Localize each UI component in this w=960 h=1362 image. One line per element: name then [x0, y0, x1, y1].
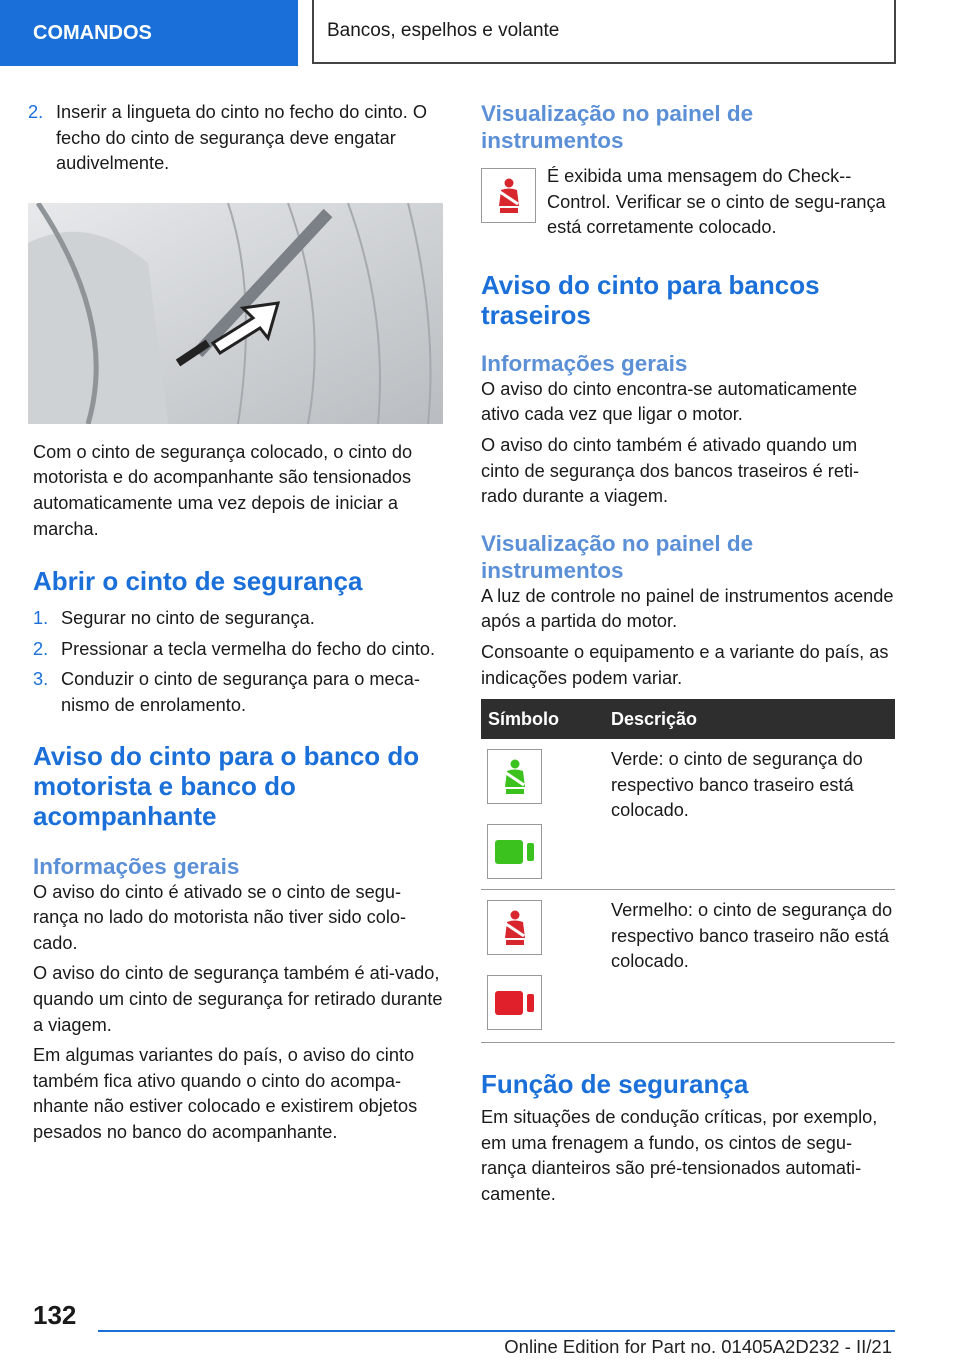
- check-control-note: [481, 168, 895, 246]
- table-header-row: [481, 699, 895, 739]
- seatbelt-photo-illustration: [28, 203, 443, 424]
- section-label: COMANDOS: [33, 21, 152, 44]
- section-tab: [0, 0, 298, 66]
- open-step-2: [33, 637, 443, 663]
- chapter-label: Bancos, espelhos e volante: [327, 20, 560, 41]
- footer-divider: [98, 1330, 895, 1332]
- general-paragraph-3: Em algumas variantes do país, o aviso do cinto também fica ativo quando o cinto do acompa-nhante não estiver colocado e existirem objetos pesados no banco do acompanhante.: [33, 1045, 418, 1142]
- seatbelt-red-icon: [487, 900, 542, 955]
- description-cell: Vermelho: o cinto de segurança do respectivo banco traseiro não está colocado.: [611, 890, 895, 1043]
- display2-paragraph-1: A luz de controle no painel de instrumentos acende após a partida do motor.: [481, 585, 894, 632]
- rear-paragraph-1: O aviso do cinto encontra-se automaticamente ativo cada vez que ligar o motor.: [481, 378, 858, 425]
- table-row: [481, 739, 895, 890]
- heading-rear-seat-warning: Aviso do cinto para bancos traseiros: [481, 269, 820, 330]
- heading-safety-function: Função de segurança: [481, 1069, 749, 1100]
- open-step-1: [33, 606, 443, 632]
- safety-function-text: Em situações de condução críticas, por exemplo, em uma frenagem a fundo, os cintos de segu-rança dianteiros são pré-tensionados automati-camente.: [481, 1107, 878, 1204]
- heading-front-seat-warning: Aviso do cinto para o banco do motorista e banco do acompanhante: [33, 740, 420, 831]
- column-header-description: Descrição: [611, 699, 895, 739]
- description-cell: Verde: o cinto de segurança do respectivo banco traseiro está colocado.: [611, 739, 895, 890]
- heading-general-info: Informações gerais: [33, 853, 240, 879]
- left-column: [28, 100, 443, 1150]
- step-text: Pressionar a tecla vermelha do fecho do cinto.: [61, 638, 436, 659]
- rear-paragraph-2: O aviso do cinto também é ativado quando um cinto de segurança dos bancos traseiros é reti-rado durante a viagem.: [481, 434, 860, 507]
- step-number: 3.: [33, 669, 49, 690]
- general-paragraph-2: O aviso do cinto de segurança também é ati-vado, quando um cinto de segurança for retirado durante a viagem.: [33, 963, 443, 1035]
- step-insert-tongue: [28, 100, 443, 177]
- heading-instrument-display-2: Visualização no painel de instrumentos: [481, 530, 754, 583]
- page-number: 132: [33, 1300, 77, 1330]
- symbol-table: [481, 699, 895, 1043]
- heading-open-seatbelt: Abrir o cinto de segurança: [33, 566, 363, 597]
- step-text: Segurar no cinto de segurança.: [61, 608, 315, 629]
- check-control-text: É exibida uma mensagem do Check--Control. Verificar se o cinto de segu-rança está corretamente colocado.: [547, 166, 886, 238]
- step-text: Conduzir o cinto de segurança para o meca-nismo de enrolamento.: [61, 669, 420, 715]
- chapter-header: [312, 0, 896, 64]
- seatbelt-warning-red-icon: [481, 168, 536, 223]
- step-text: Inserir a lingueta do cinto no fecho do cinto. O fecho do cinto de segurança deve engatar audivelmente.: [56, 102, 428, 174]
- general-paragraph-1: O aviso do cinto é ativado se o cinto de segu-rança no lado do motorista não tiver sido colo-cado.: [33, 881, 407, 953]
- edition-note: Online Edition for Part no. 01405A2D232 - II/21: [504, 1336, 892, 1357]
- tensioning-paragraph: Com o cinto de segurança colocado, o cinto do motorista e do acompanhante são tensionados automaticamente uma vez depois de iniciar a marcha.: [33, 441, 413, 539]
- display2-paragraph-2: Consoante o equipamento e a variante do país, as indicações podem variar.: [481, 641, 889, 688]
- symbol-cell: [481, 890, 611, 1043]
- seatbelt-buckle-photo: [28, 203, 443, 424]
- seatbelt-green-icon: [487, 749, 542, 804]
- rear-seat-red-icon: [487, 975, 542, 1030]
- step-number: 2.: [28, 102, 44, 122]
- column-header-symbol: Símbolo: [481, 699, 611, 739]
- right-column: [481, 100, 895, 1213]
- step-number: 2.: [33, 638, 49, 659]
- open-step-3: [33, 667, 443, 718]
- rear-seat-green-icon: [487, 824, 542, 879]
- step-number: 1.: [33, 608, 49, 629]
- heading-instrument-display-1: Visualização no painel de instrumentos: [481, 101, 754, 153]
- heading-general-info-rear: Informações gerais: [481, 350, 688, 376]
- symbol-cell: [481, 739, 611, 890]
- table-row: [481, 890, 895, 1043]
